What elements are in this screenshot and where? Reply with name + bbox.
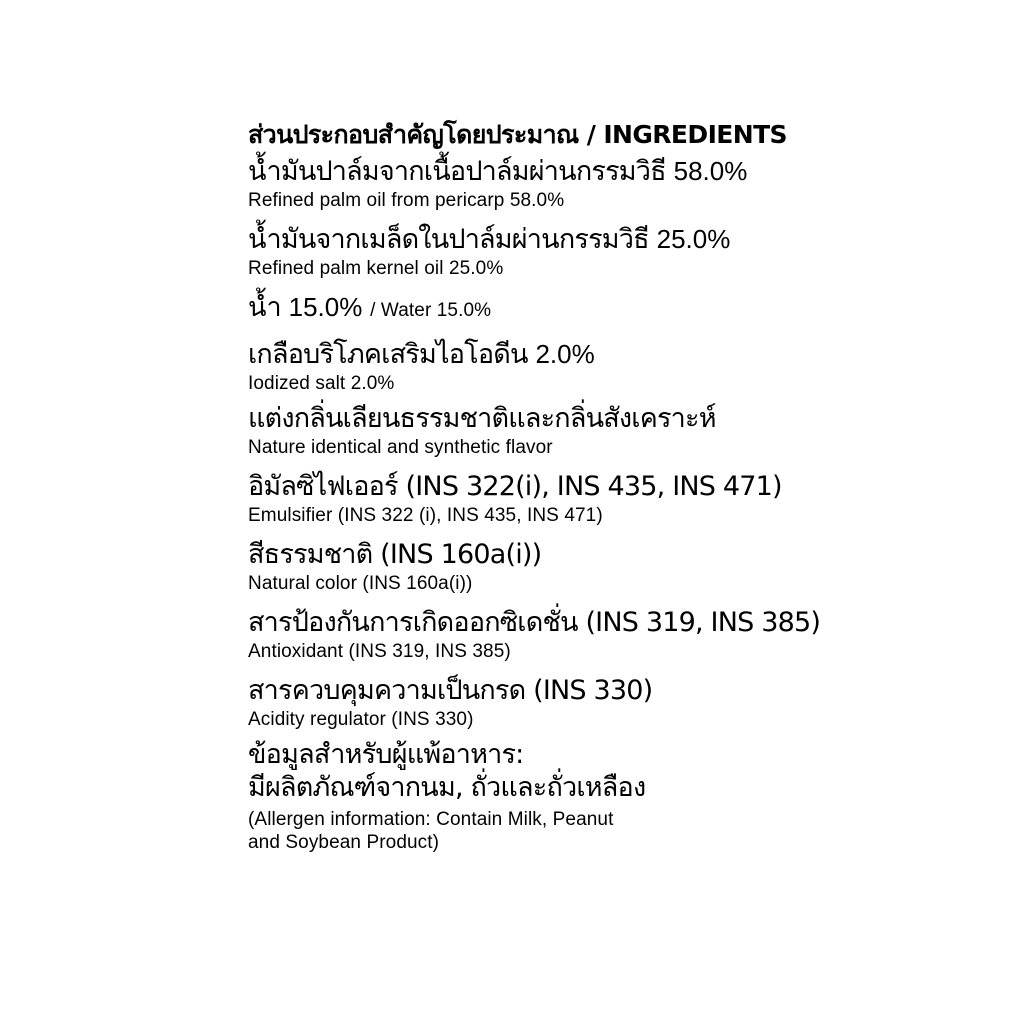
ingredient-natural-color (248, 541, 808, 595)
ingredient-antioxidant (248, 607, 821, 663)
ingredient-th-percent: 15.0% (288, 292, 363, 322)
ingredient-en: Acidity regulator (INS 330) (248, 709, 474, 730)
ingredients-heading: ส่วนประกอบสำคัญโดยประมาณ / INGREDIENTS (248, 120, 787, 149)
ingredient-th: อิมัลซิไฟเออร์ (INS 322(i), INS 435, INS 471) (248, 471, 782, 502)
ingredient-th (248, 226, 808, 259)
ingredient-en-inline: / Water 15.0% (370, 300, 492, 321)
ingredient-iodized-salt (248, 341, 808, 395)
ingredient-en: Nature identical and synthetic flavor (248, 437, 553, 458)
ingredient-en: Refined palm kernel oil 25.0% (248, 258, 504, 279)
ingredient-flavor (248, 405, 808, 459)
ingredient-emulsifier (248, 473, 808, 527)
ingredient-th (248, 294, 808, 327)
ingredient-palm-oil (248, 158, 808, 212)
ingredient-th-name: น้ำ (248, 292, 281, 323)
ingredient-th-name: น้ำมันปาล์มจากเนื้อปาล์มผ่านกรรมวิธี (248, 156, 666, 187)
ingredient-th: แต่งกลิ่นเลียนธรรมชาติและกลิ่นสังเคราะห์ (248, 403, 716, 434)
ingredient-en: Natural color (INS 160a(i)) (248, 573, 473, 594)
ingredient-en: Refined palm oil from pericarp 58.0% (248, 190, 565, 211)
ingredient-th-name: น้ำมันจากเมล็ดในปาล์มผ่านกรรมวิธี (248, 224, 649, 255)
ingredient-en: Emulsifier (INS 322 (i), INS 435, INS 471) (248, 505, 603, 526)
ingredient-th-percent: 25.0% (656, 224, 731, 254)
ingredient-th-name: เกลือบริโภคเสริมไอโอดีน (248, 339, 528, 370)
allergen-en-line-2: and Soybean Product) (248, 832, 440, 853)
ingredient-th: สารควบคุมความเป็นกรด (INS 330) (248, 675, 653, 706)
ingredient-acidity-regulator (248, 677, 808, 731)
ingredient-en: Iodized salt 2.0% (248, 373, 395, 394)
ingredient-en: Antioxidant (INS 319, INS 385) (248, 641, 511, 662)
ingredients-label (248, 120, 821, 856)
allergen-th-line-1: ข้อมูลสำหรับผู้แพ้อาหาร: (248, 739, 524, 770)
ingredient-water (248, 294, 808, 327)
ingredient-th-percent: 58.0% (673, 156, 748, 186)
ingredient-th: สีธรรมชาติ (INS 160a(i)) (248, 539, 542, 570)
ingredient-th (248, 158, 808, 191)
allergen-information (248, 741, 808, 856)
ingredient-th (248, 341, 808, 374)
ingredient-th-percent: 2.0% (535, 339, 595, 369)
allergen-en-line-1: (Allergen information: Contain Milk, Peanut (248, 809, 614, 830)
allergen-th-line-2: มีผลิตภัณฑ์จากนม, ถั่วและถั่วเหลือง (248, 772, 646, 803)
ingredient-th: สารป้องกันการเกิดออกซิเดชั่น (INS 319, INS 385) (248, 607, 821, 638)
ingredient-palm-kernel-oil (248, 226, 808, 280)
